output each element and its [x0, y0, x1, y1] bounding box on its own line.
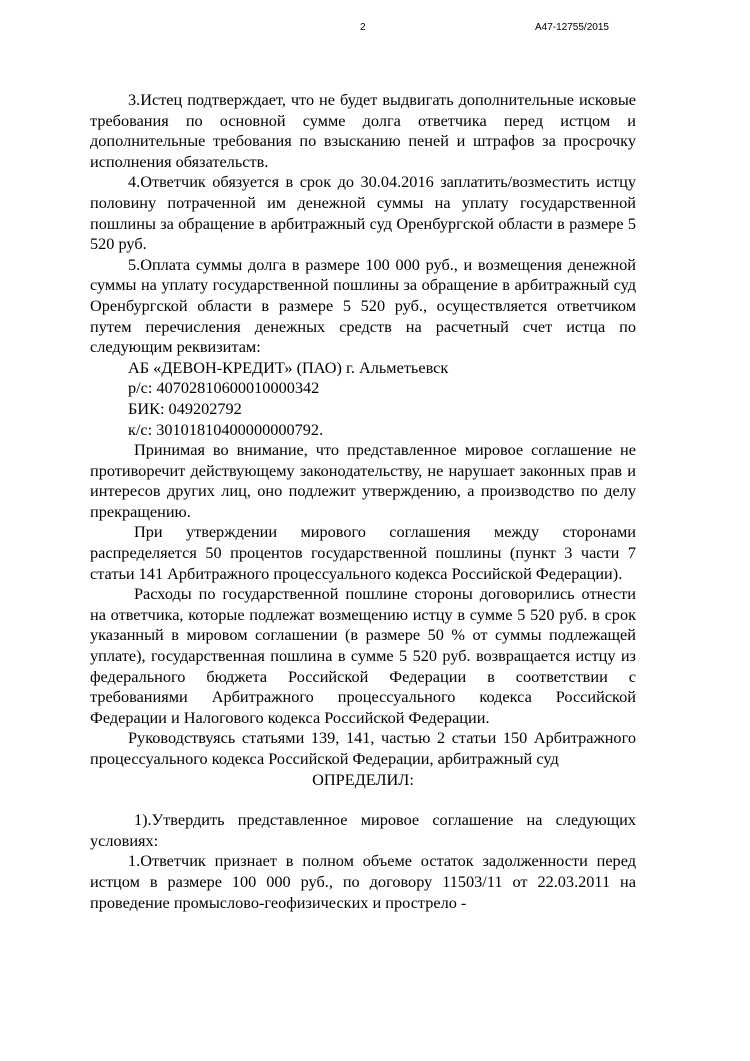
spacer	[90, 790, 636, 810]
condition-item-1: 1.Ответчик признает в полном объеме остаток задолженности перед истцом в размере 100 000 руб., по договору 11503/11 от 22.03.2011 на проведение промыслово-геофизических и прострело -	[90, 851, 636, 912]
case-number: А47-12755/2015	[535, 22, 609, 33]
paragraph-4: 4.Ответчик обязуется в срок до 30.04.2016 заплатить/возместить истцу половину потраченной им денежной суммы на уплату государственной пошлины за обращение в арбитражный суд Оренбургской области в размере 5 520 руб.	[90, 172, 636, 254]
settlement-account: р/с: 40702810600010000342	[128, 378, 320, 398]
paragraph-5: 5.Оплата суммы долга в размере 100 000 руб., и возмещения денежной суммы на уплату государственной пошлины за обращение в арбитражный суд Оренбургской области в размере 5 520 руб., осуществляется ответчиком путем перечисления денежных средств на расчетный счет истца по следующим реквизитам:	[90, 254, 636, 357]
paragraph-approval: При утверждении мирового соглашения между сторонами распределяется 50 процентов государственной пошлины (пункт 3 части 7 статьи 141 Арбитражного процессуального кодекса Российской Федерации).	[90, 522, 636, 583]
resolution-item-1: 1).Утвердить представленное мировое соглашение на следующих условиях:	[90, 810, 636, 850]
page-number: 2	[360, 22, 366, 33]
bank-name: АБ «ДЕВОН-КРЕДИТ» (ПАО) г. Альметьевск	[128, 357, 449, 377]
bik-code: БИК: 049202792	[128, 398, 242, 418]
paragraph-acceptance: Принимая во внимание, что представленное мировое соглашение не противоречит действующему законодательству, не нарушает законных прав и интересов других лиц, оно подлежит утверждению, а производство по делу прекращению.	[90, 440, 636, 521]
paragraph-guided: Руководствуясь статьями 139, 141, частью 2 статьи 150 Арбитражного процессуального кодекса Российской Федерации, арбитражный суд	[90, 728, 636, 768]
page-header	[0, 22, 750, 38]
document-body	[90, 90, 636, 913]
correspondent-account: к/с: 30101810400000000792.	[128, 419, 324, 439]
paragraph-expenses: Расходы по государственной пошлине стороны договорились отнести на ответчика, которые подлежат возмещению истцу в сумме 5 520 руб. в срок указанный в мировом соглашении (в размере 50 % от суммы подлежащей уплате), государственная пошлина в сумме 5 520 руб. возвращается истцу из федерального бюджета Российской Федерации в соответствии с требованиями Арбитражного процессуального кодекса Российской Федерации и Налогового кодекса Российской Федерации.	[90, 584, 636, 727]
decided-heading: ОПРЕДЕЛИЛ:	[312, 769, 414, 789]
paragraph-3: 3.Истец подтверждает, что не будет выдвигать дополнительные исковые требования по основной сумме долга ответчика перед истцом и дополнительные требования по взысканию пеней и штрафов за просрочку исполнения обязательств.	[90, 90, 636, 171]
